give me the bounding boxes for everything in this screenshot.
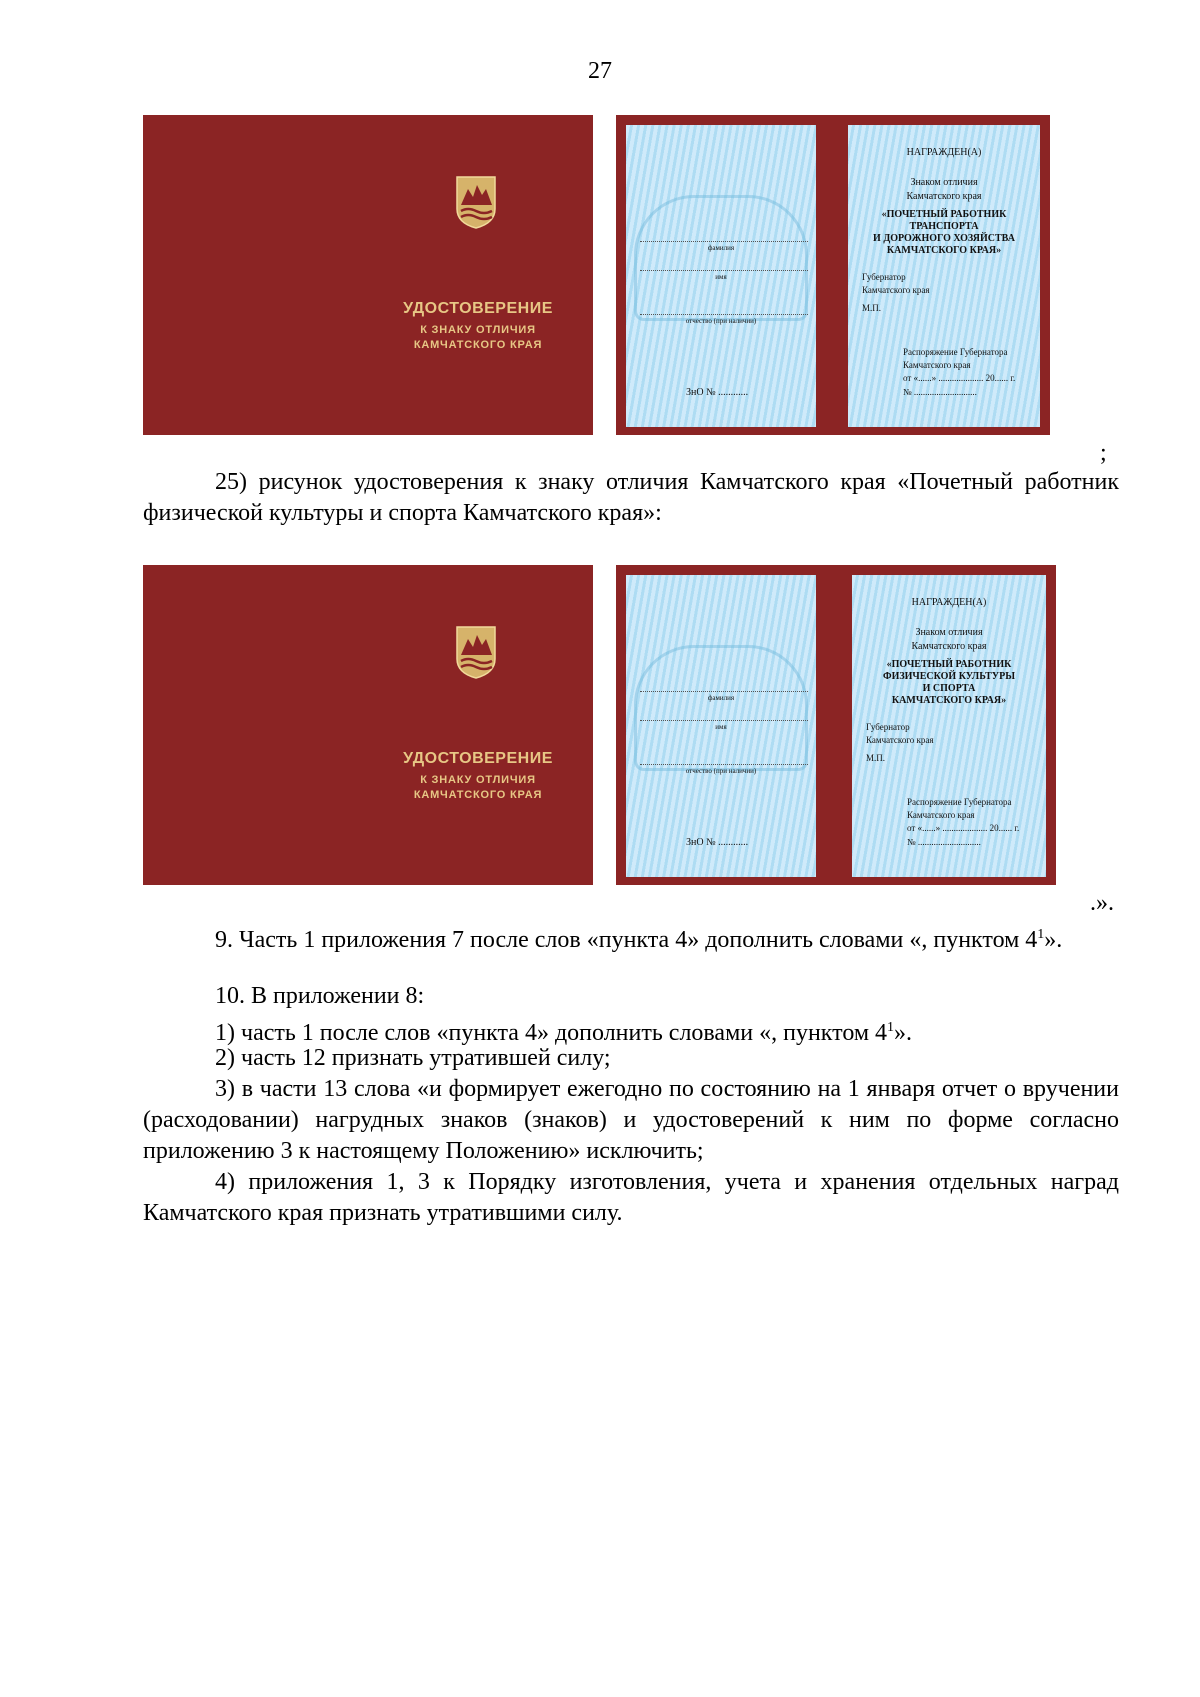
semicolon: ; bbox=[1100, 440, 1107, 466]
governor-label: Губернатор bbox=[866, 722, 910, 732]
paragraph-25: 25) рисунок удостоверения к знаку отличия Камчатского края «Почетный работник физической культуры и спорта Камчатского края»: bbox=[143, 469, 1119, 526]
sign-label-2: Камчатского края bbox=[911, 641, 987, 652]
certificate-cover-1 bbox=[143, 115, 593, 435]
award-title-line-3: И СПОРТА bbox=[922, 683, 976, 694]
paragraph-9-text: 9. Часть 1 приложения 7 после слов «пункта 4» дополнить словами «, пунктом 4 bbox=[215, 927, 1038, 953]
awarded-label: НАГРАЖДЕН(А) bbox=[906, 147, 982, 158]
order-date: от «......» .................... 20...... г. bbox=[907, 823, 1020, 833]
certificate-number: ЗнО № ............ bbox=[686, 387, 749, 398]
seal-label: М.П. bbox=[862, 303, 882, 313]
governor-region: Камчатского края bbox=[866, 735, 934, 745]
certificate-right-leaf bbox=[848, 125, 1040, 427]
award-title-line-4: КАМЧАТСКОГО КРАЯ» bbox=[886, 245, 1002, 256]
watermark-emblem bbox=[634, 195, 808, 321]
paragraph-10-2: 2) часть 12 признать утратившей силу; bbox=[215, 1045, 611, 1071]
paragraph-10-1-end: ». bbox=[894, 1020, 913, 1046]
name-line bbox=[640, 720, 808, 721]
paragraph-10-1-superscript: 1 bbox=[887, 1020, 895, 1035]
surname-line bbox=[640, 691, 808, 692]
certificate-cover-2 bbox=[143, 565, 593, 885]
governor-region: Камчатского края bbox=[862, 285, 930, 295]
name-label: имя bbox=[715, 273, 727, 281]
surname-label: фамилия bbox=[707, 244, 735, 252]
order-date: от «......» .................... 20...... г. bbox=[903, 373, 1016, 383]
paragraph-9 bbox=[143, 919, 1119, 956]
award-title-line-1: «ПОЧЕТНЫЙ РАБОТНИК bbox=[886, 659, 1012, 670]
patronymic-label: отчество (при наличии) bbox=[685, 317, 757, 325]
paragraph-10-4: 4) приложения 1, 3 к Порядку изготовления, учета и хранения отдельных наград Камчатского края признать утратившими силу. bbox=[143, 1169, 1119, 1226]
cover-subtitle-1: К ЗНАКУ ОТЛИЧИЯ bbox=[420, 774, 536, 786]
patronymic-line bbox=[640, 314, 808, 315]
award-title-line-4: КАМЧАТСКОГО КРАЯ» bbox=[891, 695, 1007, 706]
cover-title: УДОСТОВЕРЕНИЕ bbox=[403, 750, 553, 767]
order-number: № ............................ bbox=[903, 387, 977, 397]
surname-line bbox=[640, 241, 808, 242]
patronymic-label: отчество (при наличии) bbox=[685, 767, 757, 775]
paragraph-9-superscript: 1 bbox=[1037, 927, 1045, 942]
sign-label-1: Знаком отличия bbox=[915, 627, 983, 638]
award-title-line-2: ТРАНСПОРТА bbox=[909, 221, 979, 232]
name-label: имя bbox=[715, 723, 727, 731]
certificate-left-leaf bbox=[626, 125, 816, 427]
order-label: Распоряжение Губернатора bbox=[907, 797, 1012, 807]
certificate-left-leaf bbox=[626, 575, 816, 877]
paragraph-10-1-text: 1) часть 1 после слов «пункта 4» дополнить словами «, пунктом 4 bbox=[215, 1020, 888, 1046]
cover-subtitle-1: К ЗНАКУ ОТЛИЧИЯ bbox=[420, 324, 536, 336]
paragraph-10-3: 3) в части 13 слова «и формирует ежегодно по состоянию на 1 января отчет о вручении (расходовании) нагрудных знаков (знаков) и удостоверений к ним по форме согласно приложению 3 к настоящему Положению» исключить; bbox=[143, 1076, 1119, 1164]
award-title-line-2: ФИЗИЧЕСКОЙ КУЛЬТУРЫ bbox=[882, 671, 1016, 682]
closing-quote: .». bbox=[1090, 890, 1114, 916]
certificate-inner-1 bbox=[616, 115, 1050, 435]
seal-label: М.П. bbox=[866, 753, 886, 763]
order-region: Камчатского края bbox=[907, 810, 975, 820]
name-line bbox=[640, 270, 808, 271]
sign-label-1: Знаком отличия bbox=[910, 177, 978, 188]
cover-subtitle-2: КАМЧАТСКОГО КРАЯ bbox=[413, 339, 543, 351]
order-number: № ............................ bbox=[907, 837, 981, 847]
certificate-right-leaf bbox=[852, 575, 1046, 877]
awarded-label: НАГРАЖДЕН(А) bbox=[911, 597, 987, 608]
patronymic-line bbox=[640, 764, 808, 765]
cover-subtitle-2: КАМЧАТСКОГО КРАЯ bbox=[413, 789, 543, 801]
paragraph-10: 10. В приложении 8: bbox=[215, 983, 425, 1009]
cover-title: УДОСТОВЕРЕНИЕ bbox=[403, 300, 553, 317]
watermark-emblem bbox=[634, 645, 808, 771]
paragraph-9-end: ». bbox=[1044, 927, 1063, 953]
kamchatka-emblem-icon bbox=[455, 175, 497, 229]
kamchatka-emblem-icon bbox=[455, 625, 497, 679]
award-title-line-1: «ПОЧЕТНЫЙ РАБОТНИК bbox=[881, 209, 1007, 220]
order-label: Распоряжение Губернатора bbox=[903, 347, 1008, 357]
page-number: 27 bbox=[588, 58, 612, 84]
governor-label: Губернатор bbox=[862, 272, 906, 282]
certificate-inner-2 bbox=[616, 565, 1056, 885]
certificate-number: ЗнО № ............ bbox=[686, 837, 749, 848]
order-region: Камчатского края bbox=[903, 360, 971, 370]
sign-label-2: Камчатского края bbox=[906, 191, 982, 202]
surname-label: фамилия bbox=[707, 694, 735, 702]
award-title-line-3: И ДОРОЖНОГО ХОЗЯЙСТВА bbox=[873, 233, 1015, 244]
